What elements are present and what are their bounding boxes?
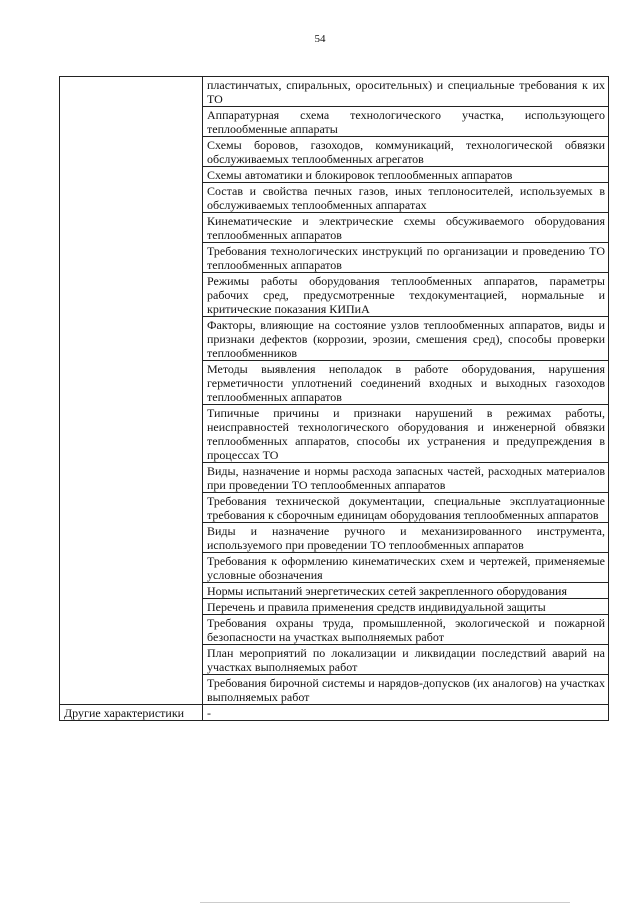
table-cell: Требования бирочной системы и нарядов-допусков (их аналогов) на участках выполняемых работ	[203, 675, 609, 705]
table-cell: Требования к оформлению кинематических схем и чертежей, применяемые условные обозначения	[203, 553, 609, 583]
table-cell: Аппаратурная схема технологического участка, использующего теплообменные аппараты	[203, 107, 609, 137]
table-row	[60, 77, 609, 107]
other-characteristics-label: Другие характеристики	[60, 705, 203, 721]
table-cell: Методы выявления неполадок в работе оборудования, нарушения герметичности уплотнений соединений входных и выходных газоходов теплообменных аппаратов	[203, 361, 609, 405]
page-number: 54	[314, 33, 326, 45]
page-bottom-line	[200, 902, 570, 903]
table-cell: Режимы работы оборудования теплообменных аппаратов, параметры рабочих сред, предусмотренные техдокументацией, нормальные и критические показания КИПиА	[203, 273, 609, 317]
table-cell: Кинематические и электрические схемы обсуживаемого оборудования теплообменных аппаратов	[203, 213, 609, 243]
table-cell: Требования технической документации, специальные эксплуатационные требования к сборочным единицам оборудования теплообменных аппаратов	[203, 493, 609, 523]
table-cell: Перечень и правила применения средств индивидуальной защиты	[203, 599, 609, 615]
table-cell: Требования охраны труда, промышленной, экологической и пожарной безопасности на участках выполняемых работ	[203, 615, 609, 645]
table-cell: План мероприятий по локализации и ликвидации последствий аварий на участках выполняемых работ	[203, 645, 609, 675]
table-row-other	[60, 705, 609, 721]
table-cell: Факторы, влияющие на состояние узлов теплообменных аппаратов, виды и признаки дефектов (коррозии, эрозии, смешения сред), способы проверки теплообменников	[203, 317, 609, 361]
table-cell: Нормы испытаний энергетических сетей закрепленного оборудования	[203, 583, 609, 599]
table-cell: пластинчатых, спиральных, оросительных) и специальные требования к их ТО	[203, 77, 609, 107]
table-cell: Виды, назначение и нормы расхода запасных частей, расходных материалов при проведении ТО теплообменных аппаратов	[203, 463, 609, 493]
table-cell: Требования технологических инструкций по организации и проведению ТО теплообменных аппаратов	[203, 243, 609, 273]
left-column-cell	[60, 77, 203, 705]
knowledge-table	[59, 76, 609, 721]
table-cell: Виды и назначение ручного и механизированного инструмента, используемого при проведении ТО теплообменных аппаратов	[203, 523, 609, 553]
table-cell: Состав и свойства печных газов, иных теплоносителей, используемых в обслуживаемых теплообменных аппаратах	[203, 183, 609, 213]
table-cell: Схемы боровов, газоходов, коммуникаций, технологической обвязки обслуживаемых теплообменных агрегатов	[203, 137, 609, 167]
table-cell: Типичные причины и признаки нарушений в режимах работы, неисправностей технологического оборудования и инженерной обвязки теплообменных аппаратов, способы их устранения и предупреждения в процессах ТО	[203, 405, 609, 463]
other-characteristics-value: -	[203, 705, 609, 721]
table-cell: Схемы автоматики и блокировок теплообменных аппаратов	[203, 167, 609, 183]
